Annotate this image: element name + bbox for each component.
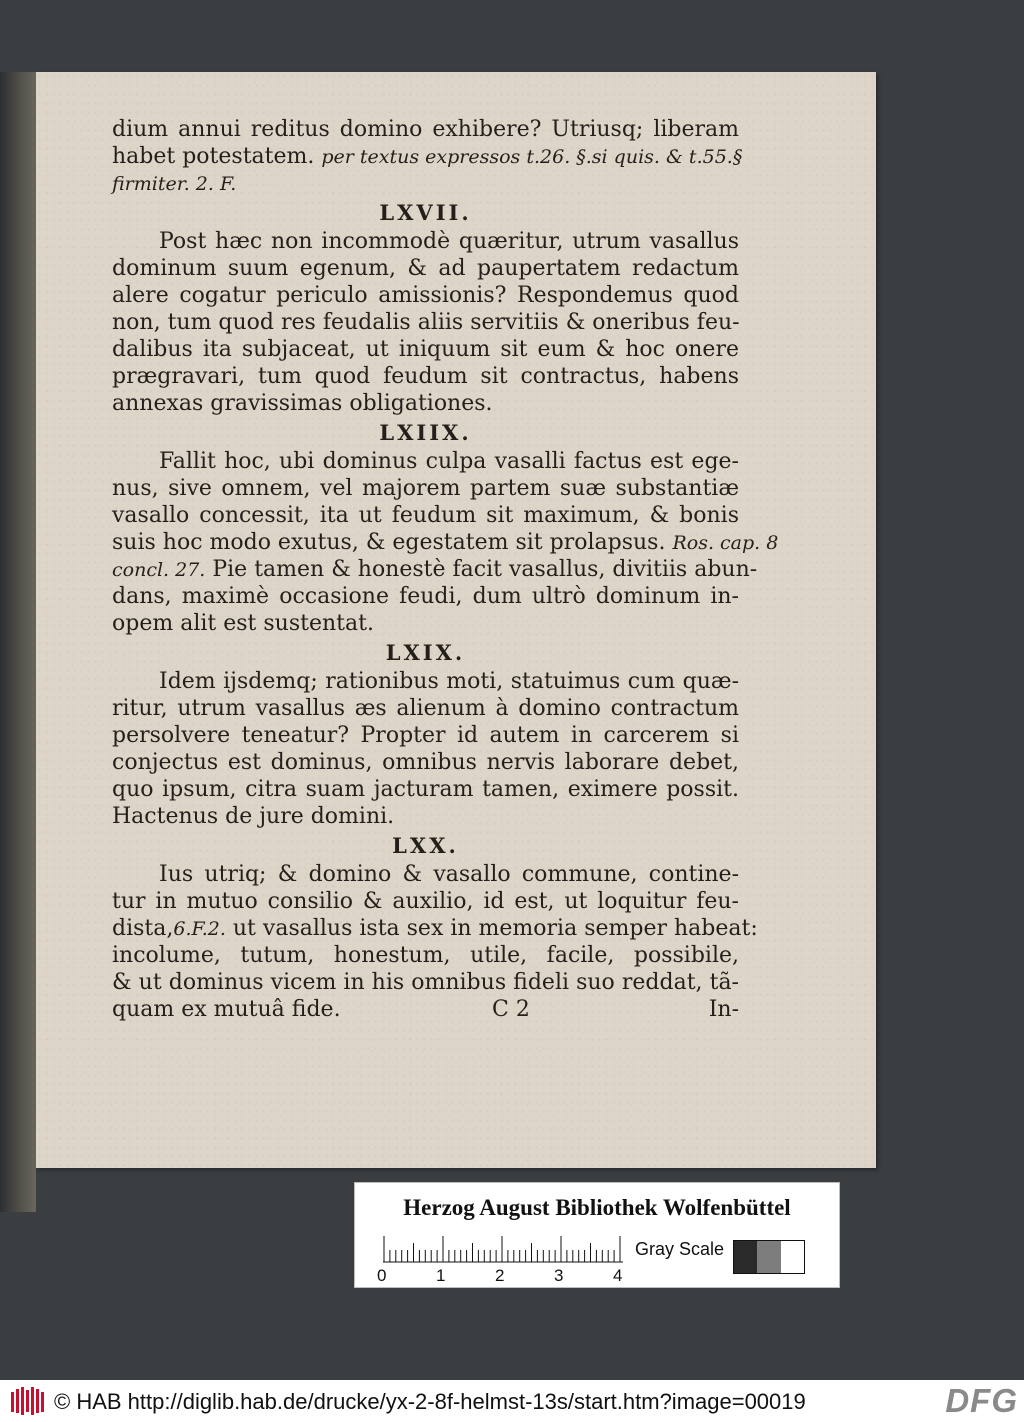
text-line: vasallo concessit, ita ut feudum sit maximum, & bonis [112,503,739,528]
text-segment: Pie tamen & honestè facit vasallus, divitiis abun- [212,557,758,582]
text-line: dominum suum egenum, & ad paupertatem redactum [112,256,739,281]
text-segment: dista, [112,916,174,941]
text-segment: suis hoc modo exutus, & egestatem sit prolapsus. [112,530,666,555]
citation: firmiter. 2. F. [112,173,237,195]
ruler-number: 2 [495,1266,505,1285]
section-heading: LXX. [392,833,459,858]
text-line: Hactenus de jure domini. [112,804,395,829]
text-segment: habet potestatem. [112,144,315,169]
text-line: Idem ijsdemq; rationibus moti, statuimus cum quæ- [159,669,739,694]
institution-name: Herzog August Bibliothek Wolfenbüttel [403,1195,791,1220]
catchword: In- [708,997,739,1022]
text-line: persolvere teneatur? Propter id autem in carcerem si [112,723,739,748]
text-line [112,556,758,584]
text-line: Ius utriq; & domino & vasallo commune, contine- [159,862,739,887]
gray-scale-label: Gray Scale [635,1239,725,1259]
citation: per textus expressos t.26. §.si quis. & t.55.§ [321,146,743,168]
swatch-white [781,1241,804,1273]
text-line: opem alit est sustentat. [112,611,374,636]
text-segment: ut vasallus ista sex in memoria semper habeat: [232,916,758,941]
text-line: incolume, tutum, honestum, utile, facile, possibile, [112,943,739,968]
text-line [112,143,743,171]
text-line [112,915,758,943]
hab-logo-icon [10,1386,46,1416]
swatch-mid [757,1241,780,1273]
text-line: prægravari, tum quod feudum sit contractus, habens [112,364,739,389]
gray-scale-swatch [733,1240,805,1274]
text-line: quo ipsum, citra suam jacturam tamen, eximere possit. [112,777,739,802]
ruler-number: 4 [613,1266,623,1285]
text-line: & ut dominus vicem in his omnibus fideli suo reddat, tã- [112,970,739,995]
footer-bar [0,1380,1024,1422]
text-line: Fallit hoc, ubi dominus culpa vasalli factus est ege- [159,449,739,474]
text-line: dans, maximè occasione feudi, dum ultrò dominum in- [112,584,739,609]
ruler-numbers [377,1266,637,1286]
citation: 6.F.2. [173,918,226,940]
ruler-number: 3 [554,1266,564,1285]
text-line: Post hæc non incommodè quæritur, utrum vasallus [159,229,739,254]
copyright-text: © HAB http://diglib.hab.de/drucke/yx-2-8f-helmst-13s/start.htm?image=00019 [54,1389,806,1414]
text-line: tur in mutuo consilio & auxilio, id est, ut loquitur feu- [112,889,739,914]
section-heading: LXVII. [379,200,472,225]
ruler-number: 0 [377,1266,387,1285]
text-line: dalibus ita subjaceat, ut iniquum sit eum & hoc onere [112,337,739,362]
text-line: dium annui reditus domino exhibere? Utriusq; liberam [112,117,739,142]
library-color-card [354,1182,840,1288]
section-heading: LXIIX. [379,420,472,445]
text-line [112,170,739,198]
citation: Ros. cap. 8 [672,532,779,554]
book-page [36,72,876,1168]
previous-page-edge [0,72,36,1212]
citation: concl. 27. [112,559,206,581]
section-heading: LXIX. [385,640,466,665]
text-line: alere cogatur periculo amissionis? Respondemus quod [112,283,739,308]
dfg-logo: DFG [945,1382,1018,1419]
text-line [112,529,779,557]
signature-mark: C 2 [492,997,530,1022]
page-foot [112,996,739,1023]
text-line: non, tum quod res feudalis aliis servitiis & oneribus feu- [112,310,740,335]
scale-ruler [383,1235,623,1263]
text-line: ritur, utrum vasallus æs alienum à domino contractum [112,696,739,721]
swatch-dark [734,1241,757,1273]
text-line: nus, sive omnem, vel majorem partem suæ substantiæ [112,476,739,501]
text-line: conjectus est dominus, omnibus nervis laborare debet, [112,750,739,775]
text-line: quam ex mutuâ fide. [112,997,341,1022]
text-line: annexas gravissimas obligationes. [112,391,493,416]
ruler-number: 1 [436,1266,446,1285]
